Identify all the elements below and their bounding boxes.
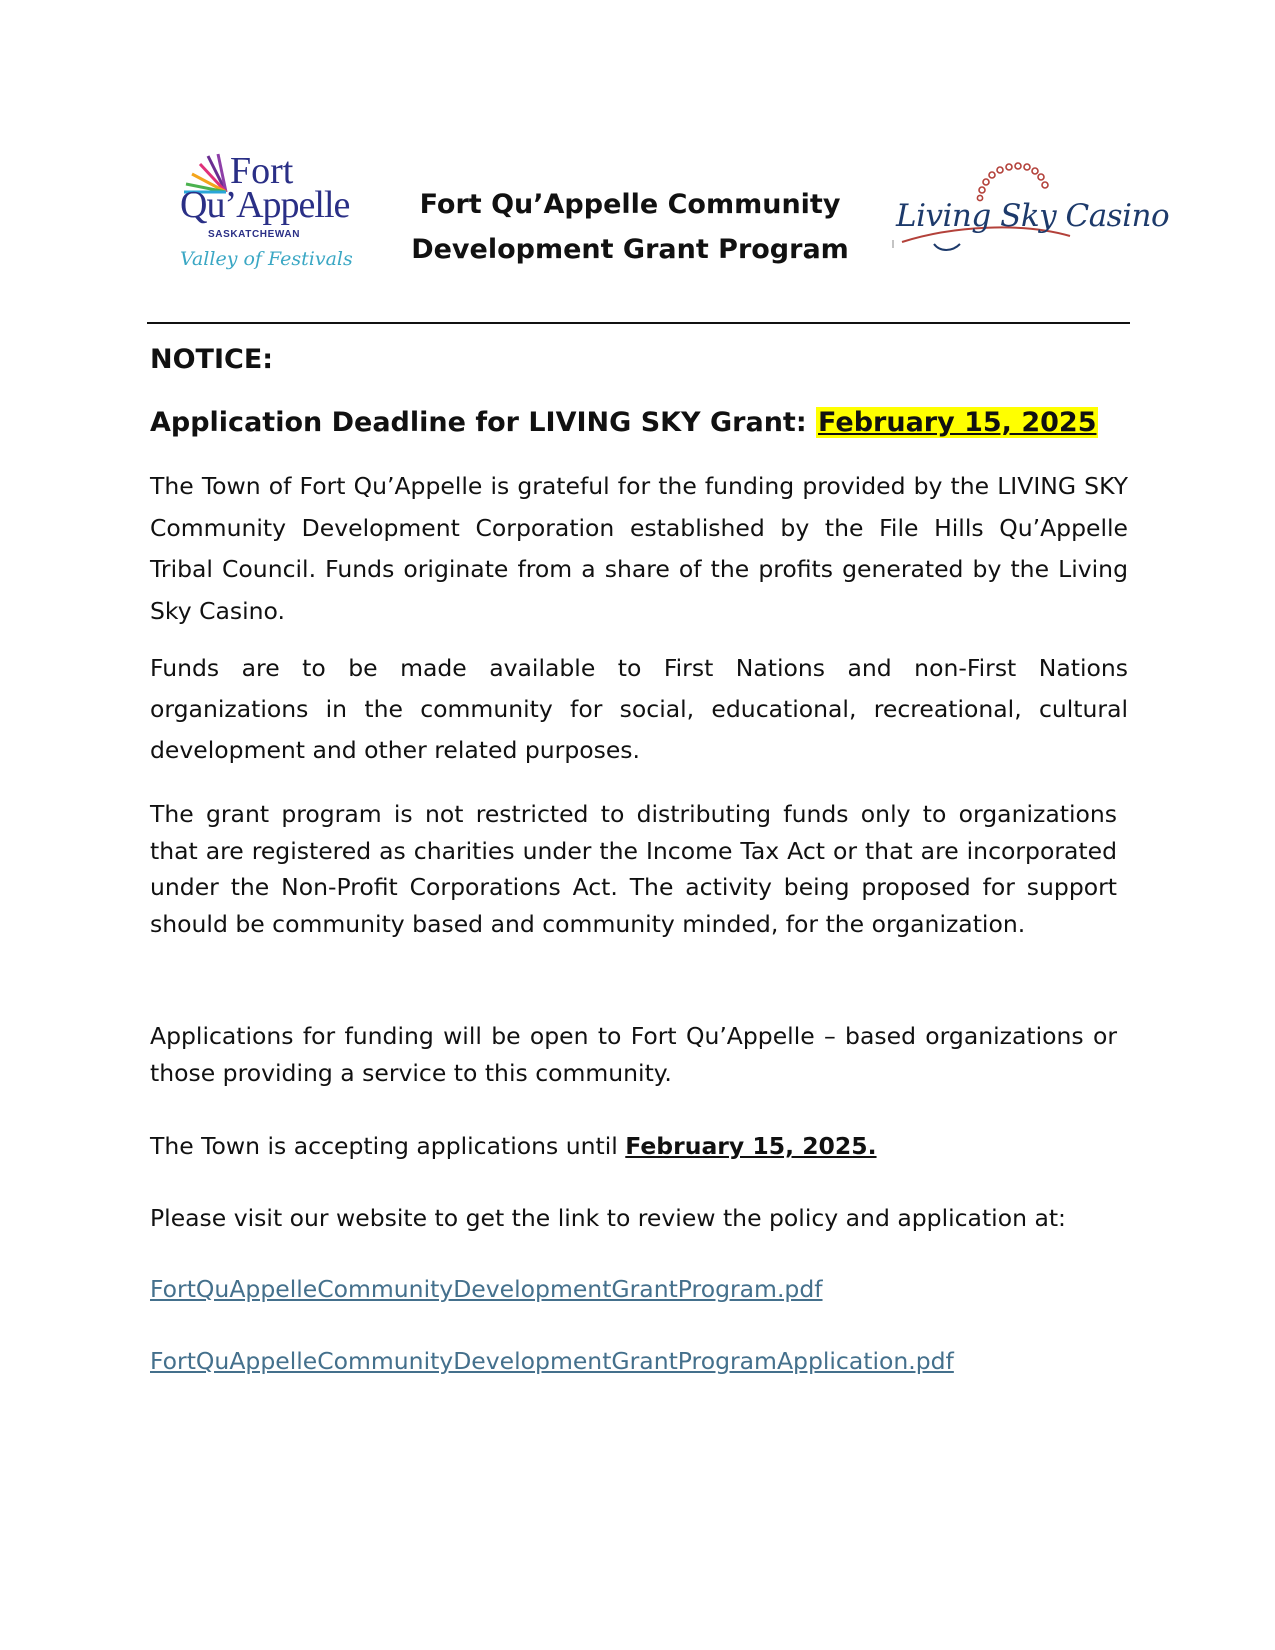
paragraph-restrictions: The grant program is not restricted to distributing funds only to organizations that are registered as charities under the Income Tax Act or that are incorporated under the Non-Profit Corporations Act. The activity being proposed for support should be community based and community minded, for the organization. <box>150 800 1117 938</box>
logo-fort-text: Fort <box>230 150 294 192</box>
application-pdf-link[interactable]: FortQuAppelleCommunityDevelopmentGrantProgramApplication.pdf <box>150 1347 954 1375</box>
logo-saskatchewan-text: SASKATCHEWAN <box>208 229 301 240</box>
accepting-date: February 15, 2025. <box>625 1132 877 1160</box>
notice-heading: NOTICE: <box>150 344 274 375</box>
living-sky-casino-logo <box>892 160 1170 264</box>
casino-logo-text: Living Sky Casino <box>896 198 1170 234</box>
fort-quappelle-logo <box>178 150 353 280</box>
paragraph-funding-source: The Town of Fort Qu’Appelle is grateful for the funding provided by the LIVING SKY Community Development Corporation established by the File Hills Qu’Appelle Tribal Council. Funds originate from a share of the profits generated by the Living Sky Casino. <box>150 472 1128 625</box>
logo-tagline: Valley of Festivals <box>180 248 353 270</box>
deadline-prefix: Application Deadline for LIVING SKY Grant: <box>150 407 817 438</box>
paragraph-visit-website: Please visit our website to get the link to review the policy and application at: <box>150 1204 1066 1232</box>
page-title <box>380 182 880 272</box>
accepting-prefix: The Town is accepting applications until <box>150 1132 626 1160</box>
deadline-heading <box>150 402 1098 444</box>
deadline-date-highlight: February 15, 2025 <box>818 407 1097 438</box>
header-divider <box>147 322 1130 324</box>
paragraph-eligibility: Funds are to be made available to First Nations and non-First Nations organizations in the community for social, educational, recreational, cultural development and other related purposes. <box>150 654 1128 764</box>
logo-quappelle-text: Qu’Appelle <box>180 184 350 226</box>
paragraph-open-to: Applications for funding will be open to Fort Qu’Appelle – based organizations or those providing a service to this community. <box>150 1022 1117 1087</box>
paragraph-accepting-until <box>150 1128 1117 1165</box>
title-line-1: Fort Qu’Appelle Community <box>419 189 841 220</box>
policy-pdf-link[interactable]: FortQuAppelleCommunityDevelopmentGrantProgram.pdf <box>150 1275 823 1303</box>
title-line-2: Development Grant Program <box>411 234 849 265</box>
